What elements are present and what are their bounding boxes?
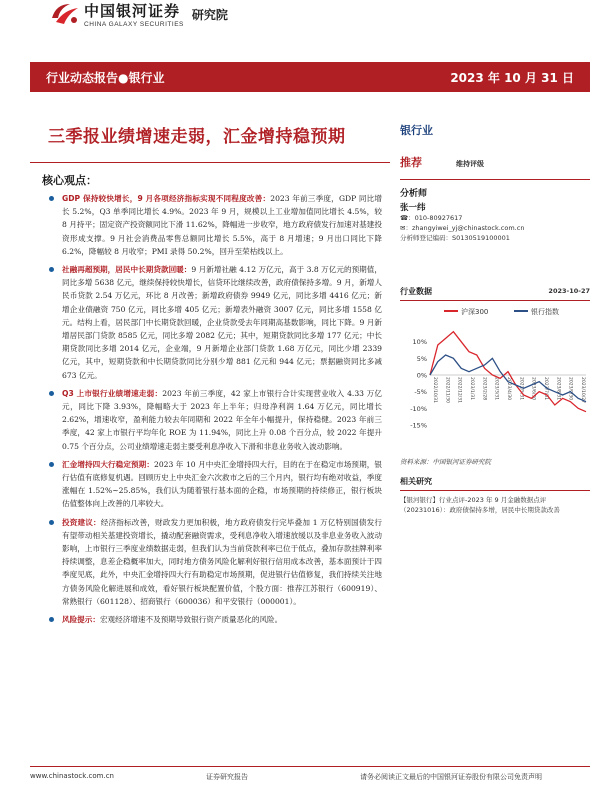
analyst-phone: ☎：010-80927617 [400, 214, 463, 222]
footer-type: 证券研究报告 [206, 773, 248, 781]
industry-data [400, 286, 590, 467]
paragraph-investment: 投资建议：经济指标改善，财政发力更加积极，地方政府债发行完毕叠加 1 万亿特别国债发行有望带动相关基建投资增长，撬动配套融资需求，受利息净收入增速放缓以及非息业务收入波动影响，上市银行三季度业绩数据走弱，但我们认为当前贷款利率已位于低点，叠加存款挂牌利率持续调整，息差企稳概率加大，同时地方债务风险化解利好银行信用成本改善，基本面预计于四季度见底，此外，中央汇金增持四大行有助稳定市场预期，促进银行估值修复，我们持续关注地方债务风险化解进展和成效，看好银行板块配置价值，个股方面：推荐江苏银行（600919）、常熟银行（601128）、招商银行（600036）和平安银行（000001）。 [42, 516, 382, 608]
related-link[interactable]: 【银河银行】行业点评-2023 年 9 月金融数据点评（20231016）：政府债保持多增，居民中长期贷款改善 [400, 496, 560, 514]
x-tick-label: 2022/12/31 [456, 377, 462, 403]
legend-label: 沪深300 [461, 308, 489, 316]
paragraph-gdp: GDP 保持较快增长，9 月各项经济指标实现不同程度改善：2023 年前三季度，GDP 同比增长 5.2%，Q3 单季同比增长 4.9%。2023 年 9 月，规模以上工业增加值同比增长 4.5%，较 8 月持平；固定资产投资额同比下滑 11.62%，降幅进一步收窄，地方政府债发行加速对基建投资形成支撑。9 月社会消费品零售总额同比增长 5.5%，高于 8 月增速；9 月出口同比下降 6.2%，降幅较 8 月收窄；PMI 录得 50.2%，回升至荣枯线以上。 [42, 192, 382, 258]
data-heading: 行业数据 [400, 287, 432, 296]
bullet-icon [49, 520, 54, 525]
y-tick-label: 0% [416, 371, 427, 380]
company-logo [46, 0, 228, 28]
legend-label: 银行指数 [531, 308, 559, 316]
rating-label: 推荐 [400, 156, 422, 169]
paragraph-social-financing: 社融再超预期，居民中长期贷款回暖：9 月新增社融 4.12 万亿元，高于 3.8 万亿元的预期值，同比多增 5638 亿元，继续保持较快增长，信贷环比继续改善，政府债保持多增。9 月，新增人民币贷款 2.54 万亿元，环比 8 月改善；新增政府债券 9949 亿元，同比多增 4416 亿元；新增企业债融资 750 亿元，同比多增 405 亿元；新增表外融资 3007 亿元，同比多增 1558 亿元。结构上看，居民部门中长期贷款回暖，企业贷款受去年同期高基数影响，同比下降。9 月新增居民部门贷款 8585 亿元，同比多增 2082 亿元；其中，短期贷款同比多增 177 亿元；中长期贷款同比多增 2014 亿元，企业端，9 月新增企业部门贷款 1.68 万亿元，同比少增 2339 亿元，其中，短期贷款和中长期贷款同比分别少增 881 亿元和 944 亿元；票据融资同比多减 673 亿元。 [42, 263, 382, 382]
report-banner [30, 62, 590, 92]
institute-label: 研究院 [191, 7, 228, 22]
bullet-icon [49, 391, 54, 396]
report-date: 2023 年 10 月 31 日 [450, 70, 574, 85]
related-heading: 相关研究 [400, 477, 432, 486]
chart-source: 资料来源：中国银河证券研究院 [400, 458, 491, 466]
x-tick-label: 2022/11/30 [444, 377, 450, 403]
x-tick-label: 2023/9/30 [567, 377, 573, 401]
x-tick-label: 2022/10/31 [432, 377, 437, 403]
logo-text-cn: 中国银河证券 [84, 2, 181, 20]
y-tick-label: 5% [416, 354, 427, 363]
bullet-icon [49, 617, 54, 622]
x-tick-label: 2023/7/31 [543, 377, 548, 401]
y-tick-label: -5% [414, 388, 427, 397]
sidebar-rule [400, 179, 590, 180]
related-rule [400, 490, 590, 491]
data-rule [400, 300, 590, 301]
bullet-icon [49, 267, 54, 272]
rating-value: 维持评级 [456, 160, 484, 168]
bullet-icon [49, 196, 54, 201]
bullet-icon [49, 462, 54, 467]
footer-rule [30, 766, 590, 767]
data-date: 2023-10-27 [548, 287, 590, 295]
analyst-name: 张一纬 [400, 203, 426, 213]
x-tick-label: 2023/3/31 [493, 377, 499, 401]
x-tick-label: 2023/4/30 [506, 377, 511, 401]
related-research [400, 476, 590, 515]
x-tick-label: 2023/8/31 [555, 377, 561, 401]
report-title: 三季报业绩增速走弱，汇金增持稳预期 [48, 127, 346, 147]
analyst-heading: 分析师 [400, 189, 428, 199]
rating-row [400, 154, 590, 170]
paragraph-bank-earnings: Q3 上市银行业绩增速走弱：2023 年前三季度，42 家上市银行合计实现营业收入 4.33 万亿元，同比下降 3.93%，降幅略大于 2023 年上半年；归母净利润 1.64 万亿元，同比增长 2.62%，增速收窄，盈利能力较去年同期和 2022 年全年小幅提升，保持稳健。2023 年前三季度，42 家上市银行平均年化 ROE 为 11.94%，同比上升 0.08 个百分点，较 2022 年提升 0.75 个百分点，公司业绩增速走弱主要受利息净收入下滑和非息业务收入波动影响。 [42, 387, 382, 453]
x-tick-label: 2023/2/28 [481, 377, 487, 401]
y-tick-label: -10% [410, 404, 427, 413]
x-tick-label: 2023/10/27 [580, 377, 585, 403]
footer-disclaimer: 请务必阅读正文最后的中国银河证券股份有限公司免责声明 [360, 773, 542, 781]
logo-text-en: CHINA GALAXY SECURITIES [84, 21, 184, 28]
paragraph-huijin: 汇金增持四大行稳定预期：2023 年 10 月中央汇金增持四大行，目的在于在稳定市场预期，银行估值有底修复机遇。回顾历史上中央汇金六次救市之后的三个月内，银行均有绝对收益，季度涨幅在 1.52%~25.85%，我们认为随着银行基本面的企稳，市场预期的持续修正，银行板块估值整体向上改善的几率较大。 [42, 458, 382, 511]
analyst-email[interactable]: ✉：zhangyiwei_yj@chinastock.com.cn [400, 224, 525, 232]
data-header [400, 286, 590, 297]
industry-label: 银行业 [400, 124, 433, 137]
paragraph-risk: 风险提示：宏观经济增速不及预期导致银行资产质量恶化的风险。 [42, 613, 382, 626]
x-tick-label: 2023/5/31 [518, 377, 524, 401]
x-tick-label: 2023/1/31 [469, 377, 474, 401]
galaxy-logo-icon [46, 0, 84, 28]
report-type: 行业动态报告●银行业 [46, 70, 165, 85]
core-heading: 核心观点： [42, 174, 97, 187]
y-tick-label: 10% [412, 338, 427, 347]
x-tick-label: 2023/6/30 [530, 377, 536, 401]
title-rule [30, 162, 390, 163]
analyst-cert: 分析师登记编码：S0130519100001 [400, 234, 510, 242]
main-content [42, 192, 382, 631]
y-tick-label: -15% [410, 421, 427, 430]
footer-website[interactable]: www.chinastock.com.cn [30, 772, 114, 780]
index-chart [400, 303, 590, 453]
sidebar [400, 122, 590, 243]
